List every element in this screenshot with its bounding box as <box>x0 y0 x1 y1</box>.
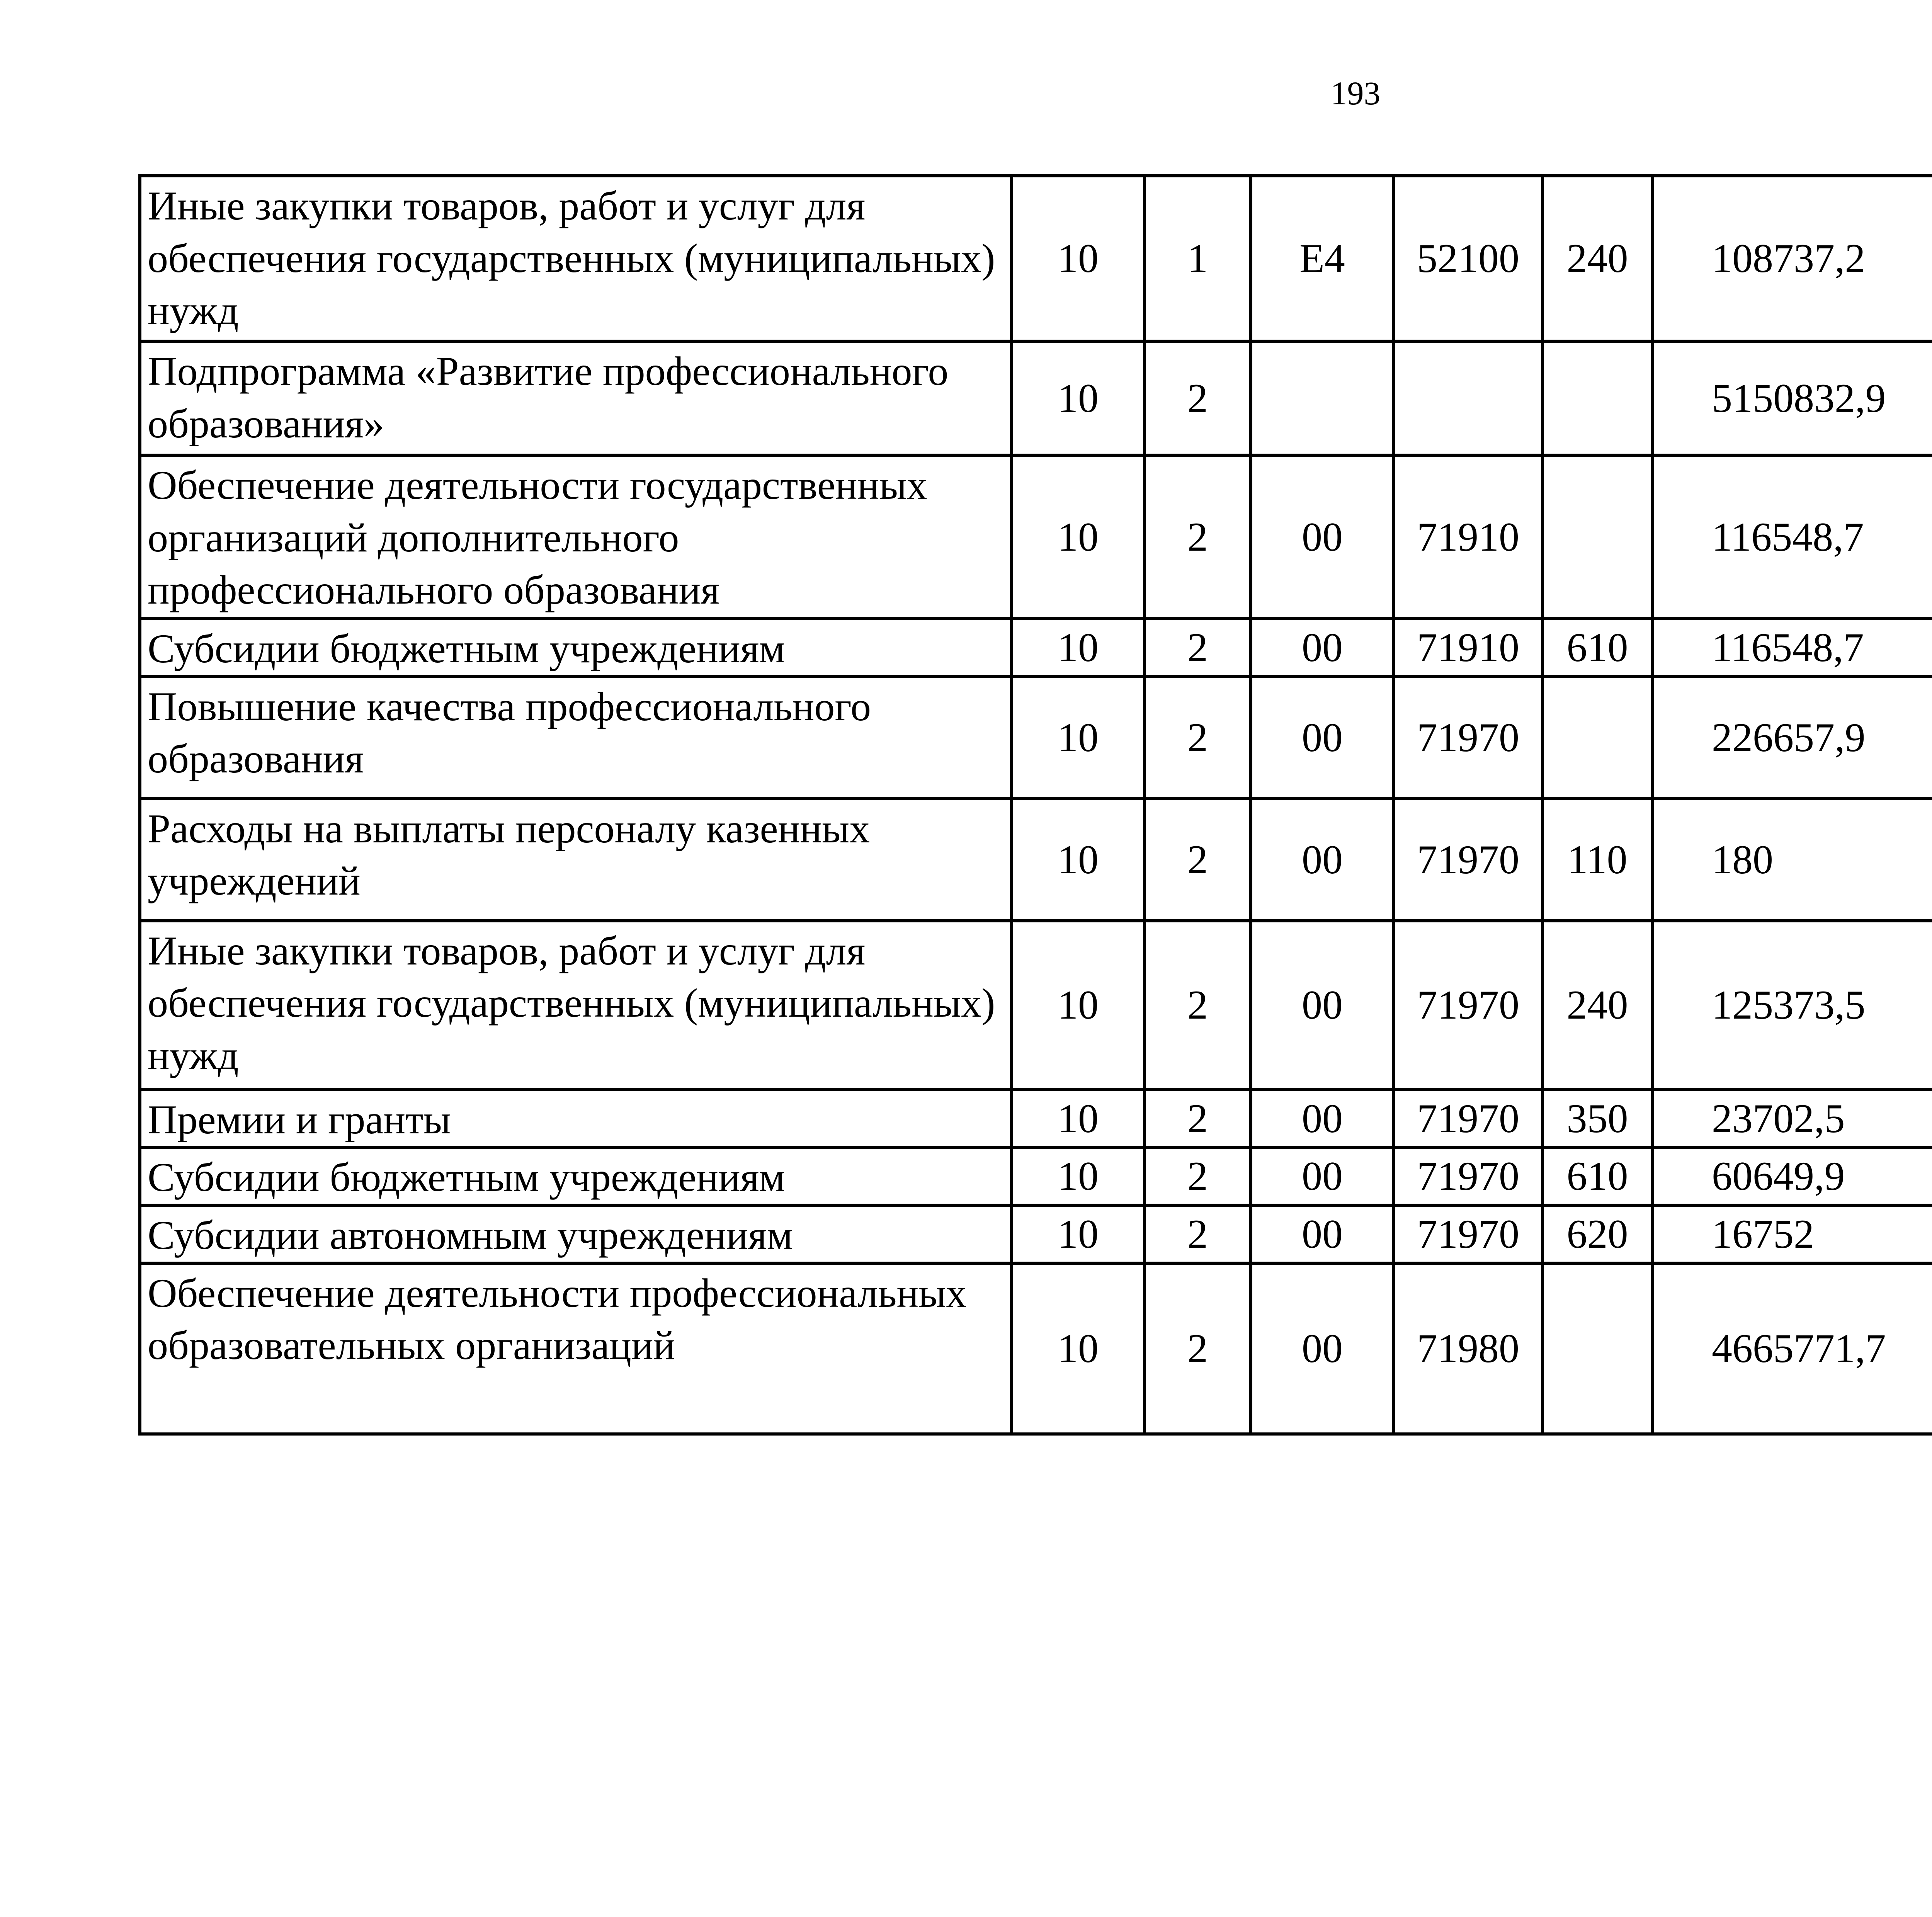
amount-1: 4665771,7 <box>1652 1263 1932 1434</box>
subsection-code: 2 <box>1145 341 1251 455</box>
table-row <box>140 677 1932 799</box>
article-code: 71910 <box>1394 455 1543 619</box>
article-code: 71970 <box>1394 1205 1543 1263</box>
program-code: 00 <box>1251 455 1394 619</box>
program-code: 00 <box>1251 1147 1394 1205</box>
subsection-code: 2 <box>1145 799 1251 921</box>
table-row <box>140 1090 1932 1148</box>
table-row <box>140 1147 1932 1205</box>
section-code: 10 <box>1012 176 1145 341</box>
article-code <box>1394 341 1543 455</box>
row-name: Субсидии бюджетным учреждениям <box>140 619 1012 677</box>
expense-type-code <box>1543 1263 1652 1434</box>
row-name: Обеспечение деятельности государственных организаций дополнительного профессионального образования <box>140 455 1012 619</box>
expense-type-code: 240 <box>1543 921 1652 1090</box>
article-code: 71910 <box>1394 619 1543 677</box>
amount-1: 60649,9 <box>1652 1147 1932 1205</box>
expense-type-code: 110 <box>1543 799 1652 921</box>
section-code: 10 <box>1012 455 1145 619</box>
table-row <box>140 341 1932 455</box>
amount-1: 116548,7 <box>1652 455 1932 619</box>
program-code: 00 <box>1251 677 1394 799</box>
article-code: 71970 <box>1394 799 1543 921</box>
article-code: 71970 <box>1394 1090 1543 1148</box>
program-code: 00 <box>1251 1263 1394 1434</box>
expense-type-code: 350 <box>1543 1090 1652 1148</box>
subsection-code: 2 <box>1145 1263 1251 1434</box>
program-code <box>1251 341 1394 455</box>
section-code: 10 <box>1012 677 1145 799</box>
expense-type-code: 620 <box>1543 1205 1652 1263</box>
section-code: 10 <box>1012 1147 1145 1205</box>
expense-type-code: 610 <box>1543 619 1652 677</box>
subsection-code: 2 <box>1145 1147 1251 1205</box>
amount-1: 5150832,9 <box>1652 341 1932 455</box>
section-code: 10 <box>1012 799 1145 921</box>
subsection-code: 2 <box>1145 921 1251 1090</box>
table-row <box>140 619 1932 677</box>
subsection-code: 2 <box>1145 677 1251 799</box>
row-name: Иные закупки товаров, работ и услуг для обеспечения государственных (муниципальных) нужд <box>140 176 1012 341</box>
amount-1: 116548,7 <box>1652 619 1932 677</box>
amount-1: 108737,2 <box>1652 176 1932 341</box>
row-name: Премии и гранты <box>140 1090 1012 1148</box>
expense-type-code <box>1543 341 1652 455</box>
section-code: 10 <box>1012 1263 1145 1434</box>
article-code: 52100 <box>1394 176 1543 341</box>
program-code: Е4 <box>1251 176 1394 341</box>
row-name: Субсидии автономным учреждениям <box>140 1205 1012 1263</box>
amount-1: 125373,5 <box>1652 921 1932 1090</box>
amount-1: 226657,9 <box>1652 677 1932 799</box>
subsection-code: 1 <box>1145 176 1251 341</box>
table-row <box>140 176 1932 341</box>
program-code: 00 <box>1251 799 1394 921</box>
row-name: Повышение качества профессионального образования <box>140 677 1012 799</box>
program-code: 00 <box>1251 1090 1394 1148</box>
article-code: 71970 <box>1394 677 1543 799</box>
subsection-code: 2 <box>1145 1205 1251 1263</box>
expense-type-code <box>1543 677 1652 799</box>
table-row <box>140 921 1932 1090</box>
page-number: 193 <box>1330 75 1381 112</box>
section-code: 10 <box>1012 619 1145 677</box>
table-row <box>140 1205 1932 1263</box>
article-code: 71970 <box>1394 921 1543 1090</box>
section-code: 10 <box>1012 341 1145 455</box>
row-name: Подпрограмма «Развитие профессионального образования» <box>140 341 1012 455</box>
subsection-code: 2 <box>1145 1090 1251 1148</box>
amount-1: 23702,5 <box>1652 1090 1932 1148</box>
program-code: 00 <box>1251 1205 1394 1263</box>
program-code: 00 <box>1251 921 1394 1090</box>
budget-table <box>138 174 1932 1436</box>
program-code: 00 <box>1251 619 1394 677</box>
subsection-code: 2 <box>1145 619 1251 677</box>
subsection-code: 2 <box>1145 455 1251 619</box>
amount-1: 16752 <box>1652 1205 1932 1263</box>
section-code: 10 <box>1012 1205 1145 1263</box>
table-row <box>140 455 1932 619</box>
table-row <box>140 1263 1932 1434</box>
section-code: 10 <box>1012 921 1145 1090</box>
row-name: Субсидии бюджетным учреждениям <box>140 1147 1012 1205</box>
table-row <box>140 799 1932 921</box>
section-code: 10 <box>1012 1090 1145 1148</box>
article-code: 71980 <box>1394 1263 1543 1434</box>
expense-type-code <box>1543 455 1652 619</box>
row-name: Расходы на выплаты персоналу казенных учреждений <box>140 799 1012 921</box>
expense-type-code: 240 <box>1543 176 1652 341</box>
article-code: 71970 <box>1394 1147 1543 1205</box>
row-name: Обеспечение деятельности профессиональных образовательных организаций <box>140 1263 1012 1434</box>
amount-1: 180 <box>1652 799 1932 921</box>
expense-type-code: 610 <box>1543 1147 1652 1205</box>
row-name: Иные закупки товаров, работ и услуг для обеспечения государственных (муниципальных) нужд <box>140 921 1012 1090</box>
